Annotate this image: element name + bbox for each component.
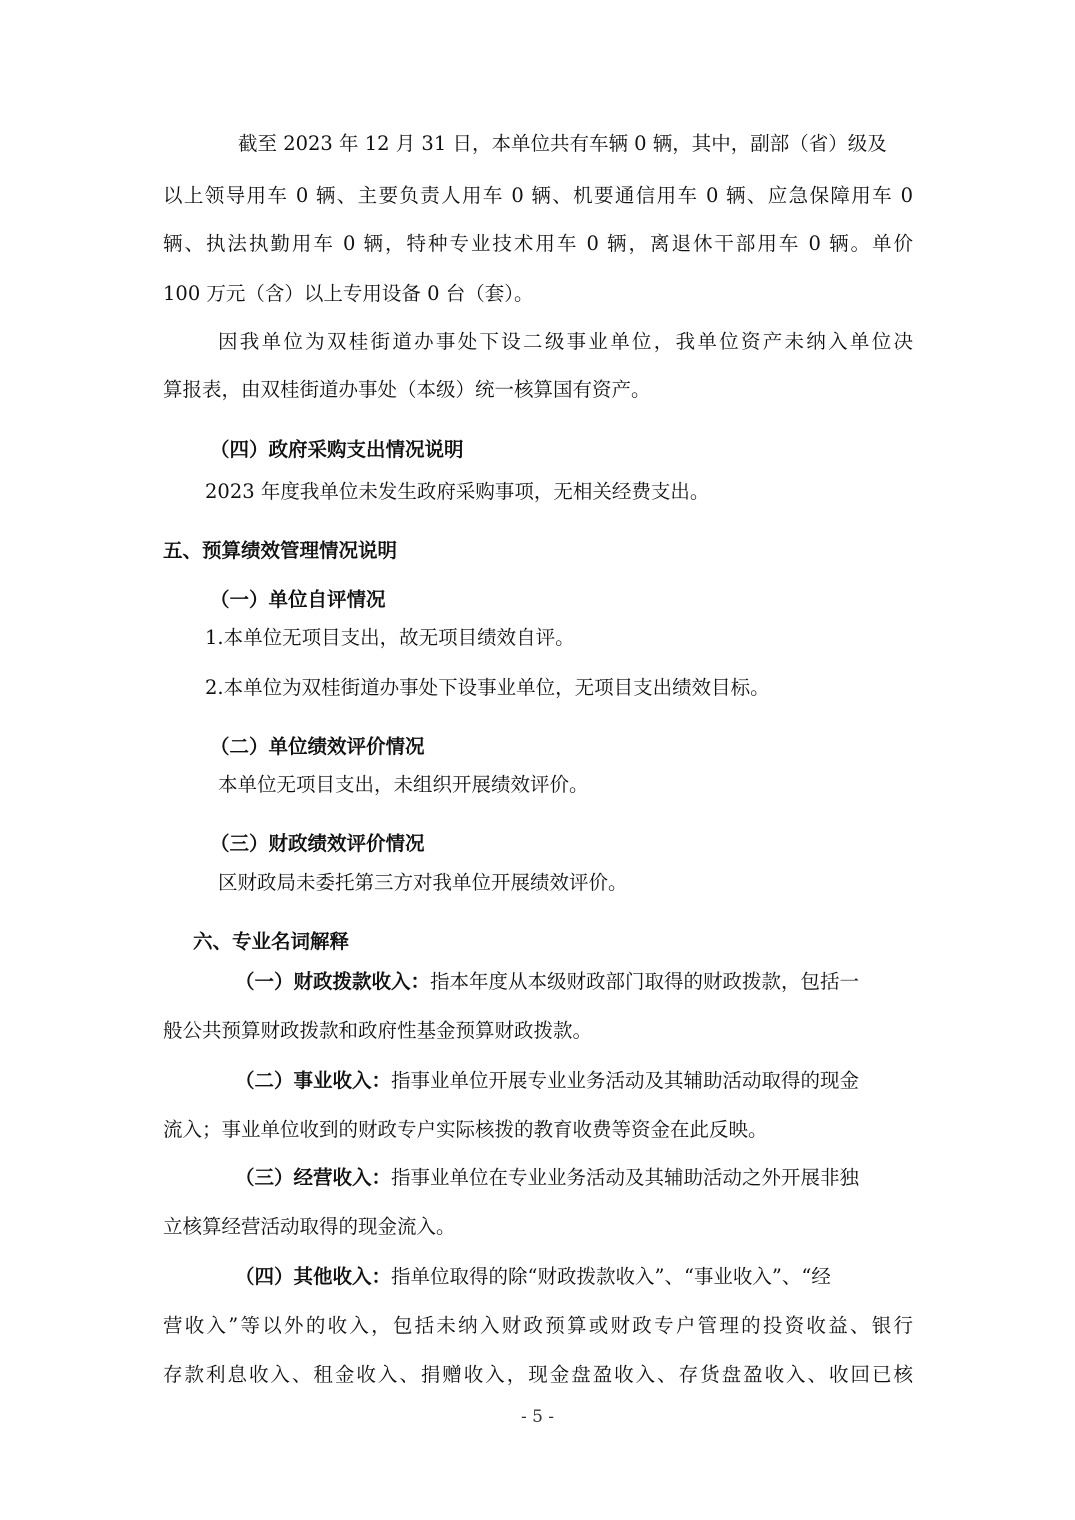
section-heading: 六、专业名词解释	[193, 930, 350, 953]
term-label: （一）财政拨款收入：	[235, 970, 431, 993]
term-text: 指本年度从本级财政部门取得的财政拨款，包括一	[430, 970, 860, 993]
paragraph-line: 区财政局未委托第三方对我单位开展绩效评价。	[218, 871, 628, 894]
term-definition-line	[235, 1164, 913, 1192]
list-item: 1.本单位无项目支出，故无项目绩效自评。	[205, 626, 575, 649]
paragraph-line: 辆、执法执勤用车 0 辆，特种专业技术用车 0 辆，离退休干部用车 0 辆。单价	[163, 232, 913, 255]
term-definition-line	[235, 968, 913, 996]
term-definition-line	[235, 1067, 913, 1095]
subsection-heading: （三）财政绩效评价情况	[210, 832, 425, 855]
paragraph-line: 以上领导用车 0 辆、主要负责人用车 0 辆、机要通信用车 0 辆、应急保障用车 0	[163, 184, 913, 207]
paragraph-line: 2023 年度我单位未发生政府采购事项，无相关经费支出。	[205, 480, 710, 503]
paragraph-line: 流入；事业单位收到的财政专户实际核拨的教育收费等资金在此反映。	[163, 1118, 768, 1141]
term-definition-line	[235, 1263, 913, 1291]
list-item: 2.本单位为双桂街道办事处下设事业单位，无项目支出绩效目标。	[205, 676, 770, 699]
paragraph-line: 因我单位为双桂街道办事处下设二级事业单位，我单位资产未纳入单位决	[218, 330, 913, 353]
subsection-heading: （四）政府采购支出情况说明	[210, 438, 464, 461]
term-label: （三）经营收入：	[235, 1166, 392, 1189]
paragraph-line: 立核算经营活动取得的现金流入。	[163, 1215, 456, 1238]
paragraph-line: 算报表，由双桂街道办事处（本级）统一核算国有资产。	[163, 378, 651, 401]
paragraph-line: 截至 2023 年 12 月 31 日，本单位共有车辆 0 辆，其中，副部（省）级及	[238, 132, 887, 155]
term-text: 指单位取得的除“财政拨款收入”、“事业收入”、“经	[391, 1265, 831, 1288]
term-text: 指事业单位在专业业务活动及其辅助活动之外开展非独	[391, 1166, 860, 1189]
paragraph-line: 本单位无项目支出，未组织开展绩效评价。	[218, 773, 589, 796]
subsection-heading: （一）单位自评情况	[210, 588, 386, 611]
section-heading: 五、预算绩效管理情况说明	[163, 539, 398, 562]
page-number: - 5 -	[520, 1407, 555, 1427]
paragraph-line: 100 万元（含）以上专用设备 0 台（套）。	[163, 282, 534, 305]
term-label: （四）其他收入：	[235, 1265, 392, 1288]
subsection-heading: （二）单位绩效评价情况	[210, 735, 425, 758]
paragraph-line: 存款利息收入、租金收入、捐赠收入，现金盘盈收入、存货盘盈收入、收回已核	[163, 1363, 913, 1386]
term-text: 指事业单位开展专业业务活动及其辅助活动取得的现金	[391, 1069, 860, 1092]
term-label: （二）事业收入：	[235, 1069, 392, 1092]
paragraph-line: 般公共预算财政拨款和政府性基金预算财政拨款。	[163, 1019, 593, 1042]
paragraph-line: 营收入”等以外的收入，包括未纳入财政预算或财政专户管理的投资收益、银行	[163, 1314, 913, 1337]
